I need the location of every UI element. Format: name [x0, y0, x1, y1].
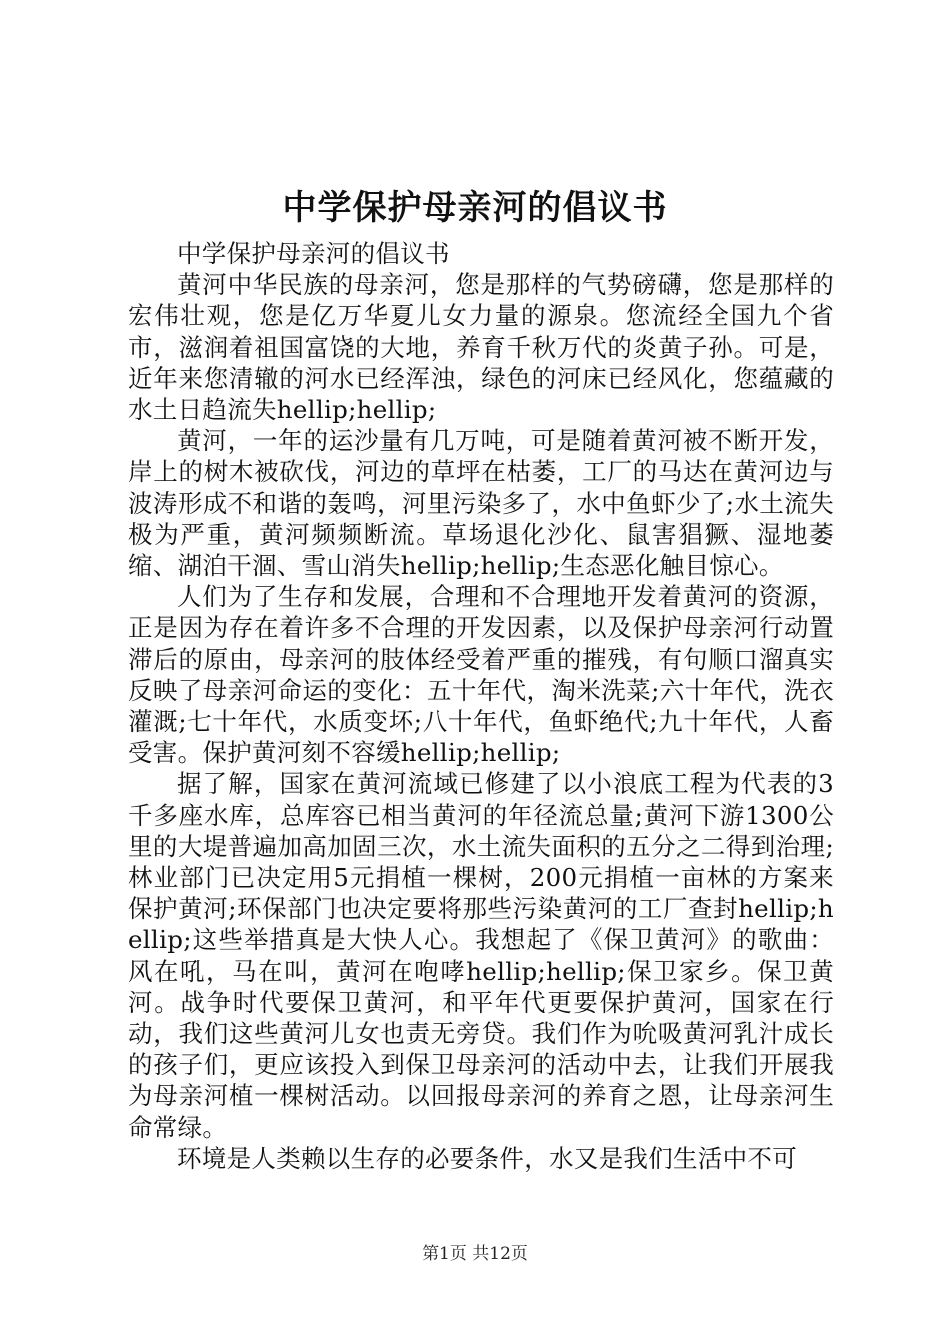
page-number-footer: 第1页 共12页: [422, 1244, 528, 1264]
paragraph-subtitle: 中学保护母亲河的倡议书: [177, 239, 450, 268]
paragraph: 据了解，国家在黄河流域已修建了以小浪底工程为代表的3千多座水库，总库容已相当黄河的年径流总量;黄河下游1300公里的大堤普遍加高加固三次，水土流失面积的五分之二得到治理;林业部门已决定用5元捐植一棵树，200元捐植一亩林的方案来保护黄河;环保部门也决定要将那些污染黄河的工厂查封hellip;hellip;这些举措真是大快人心。我想起了《保卫黄河》的歌曲：风在吼，马在叫，黄河在咆哮hellip;hellip;保卫家乡。保卫黄河。战争时代要保卫黄河，和平年代更要保护黄河，国家在行动，我们这些黄河儿女也责无旁贷。我们作为吮吸黄河乳汁成长的孩子们，更应该投入到保卫母亲河的活动中去，让我们开展我为母亲河植一棵树活动。以回报母亲河的养育之恩，让母亲河生命常绿。: [128, 769, 834, 1142]
paragraph: 环境是人类赖以生存的必要条件，水又是我们生活中不可: [177, 1143, 797, 1173]
paragraph: 黄河，一年的运沙量有几万吨，可是随着黄河被不断开发，岸上的树木被砍伐，河边的草坪在枯萎，工厂的马达在黄河边与波涛形成不和谐的轰鸣，河里污染多了，水中鱼虾少了;水土流失极为严重，黄河频频断流。草场退化沙化、鼠害猖獗、湿地萎缩、湖泊干涸、雪山消失hellip;hellip;生态恶化触目惊心。: [128, 426, 834, 581]
document-body: [128, 238, 834, 1174]
document-title: 中学保护母亲河的倡议书: [282, 188, 668, 228]
paragraph: 人们为了生存和发展，合理和不合理地开发着黄河的资源，正是因为存在着许多不合理的开发因素，以及保护母亲河行动置滞后的原由，母亲河的肢体经受着严重的摧残，有句顺口溜真实反映了母亲河命运的变化：五十年代，淘米洗菜;六十年代，洗衣灌溉;七十年代，水质变坏;八十年代，鱼虾绝代;九十年代，人畜受害。保护黄河刻不容缓hellip;hellip;: [128, 582, 834, 768]
paragraph: 黄河中华民族的母亲河，您是那样的气势磅礴，您是那样的宏伟壮观，您是亿万华夏儿女力量的源泉。您流经全国九个省市，滋润着祖国富饶的大地，养育千秋万代的炎黄子孙。可是，近年来您清辙的河水已经浑浊，绿色的河床已经风化，您蕴藏的水土日趋流失hellip;hellip;: [128, 270, 834, 425]
